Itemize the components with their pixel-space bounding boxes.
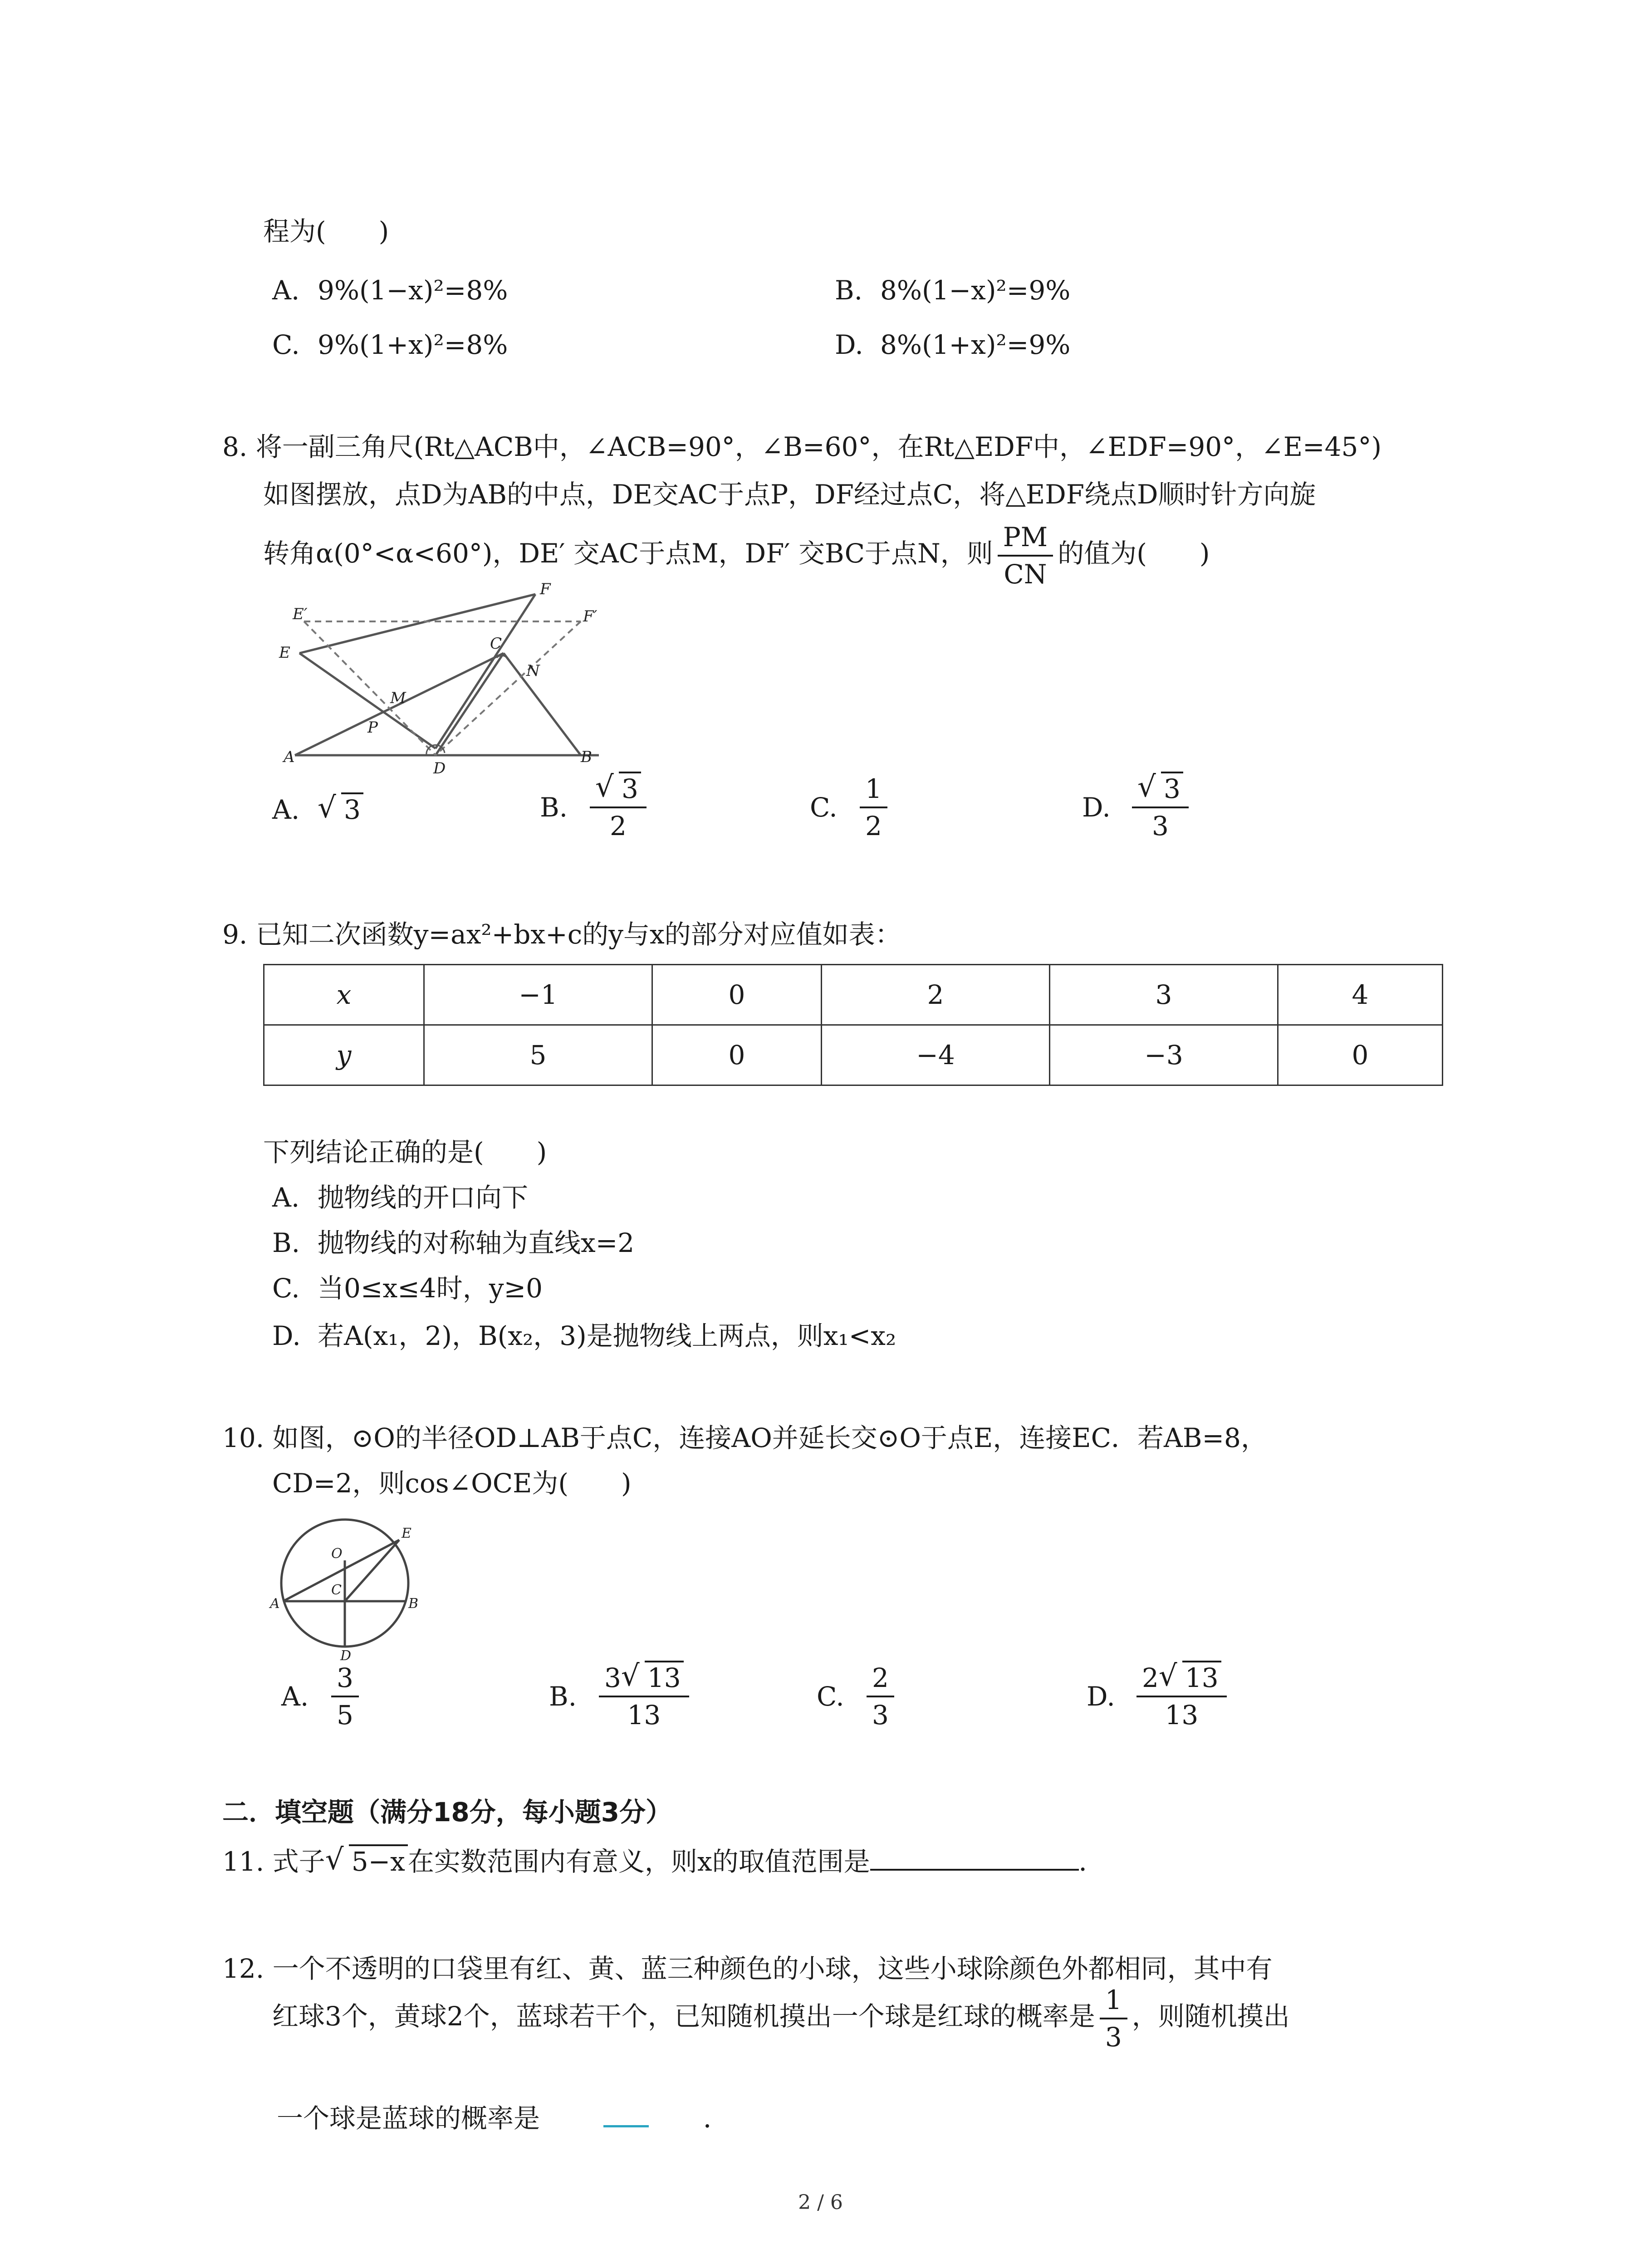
q11-pre: 11. 式子: [222, 1846, 325, 1877]
table-cell: 0: [652, 1025, 822, 1085]
q10-stem-line1: 10. 如图，⊙O的半径OD⊥AB于点C，连接AO并延长交⊙O于点E，连接EC．若AB=8，: [222, 1422, 1267, 1453]
option-label: C.: [810, 792, 838, 823]
fraction: [590, 771, 647, 844]
q8-stem-line1: 8. 将一副三角尺(Rt△ACB中，∠ACB=90°，∠B=60°，在Rt△EDF中，∠EDF=90°，∠E=45°): [222, 431, 1382, 462]
table-cell: 0: [652, 965, 822, 1025]
q9-option-a[interactable]: [272, 1179, 528, 1216]
q12-stem-line2: [272, 1982, 1290, 2055]
q11-end: ．: [1078, 1846, 1105, 1877]
fraction-denominator: 3: [872, 1700, 889, 1730]
option-text: 当0≤x≤4时，y≥0: [318, 1273, 543, 1304]
option-label: A.: [272, 794, 300, 825]
q7-option-d[interactable]: [835, 327, 1070, 363]
q11-stem: [222, 1842, 1105, 1880]
option-text: 抛物线的开口向下: [318, 1182, 529, 1213]
option-label: D.: [1082, 792, 1111, 823]
table-cell: 0: [1278, 1025, 1443, 1085]
fraction: [599, 1660, 689, 1733]
radicand: 3: [619, 772, 641, 804]
label-a: A: [270, 1596, 280, 1612]
q12-line2-pre: 红球3个，黄球2个，蓝球若干个，已知随机摸出一个球是红球的概率是: [272, 2001, 1095, 2032]
q8-stem-line2: 如图摆放，点D为AB的中点，DE交AC于点P，DF经过点C，将△EDF绕点D顺时针方向旋: [263, 479, 1316, 510]
option-label: D.: [272, 1320, 301, 1351]
q10-option-d[interactable]: [1087, 1660, 1231, 1733]
label-c: C: [490, 635, 502, 653]
q11-post: 在实数范围内有意义，则x的取值范围是: [407, 1846, 870, 1877]
q7-option-a[interactable]: [272, 272, 508, 308]
label-c: C: [331, 1582, 342, 1598]
radicand: 13: [1182, 1661, 1221, 1693]
q8-triangle-figure: [254, 576, 599, 776]
option-label: B.: [549, 1681, 577, 1712]
fraction-denominator: CN: [1004, 559, 1047, 590]
q12-end: ．: [703, 2103, 730, 2134]
q9-option-c[interactable]: [272, 1270, 543, 1306]
option-label: C.: [272, 329, 300, 360]
option-text: 9%(1−x)²=8%: [318, 275, 508, 306]
fraction: [331, 1660, 359, 1733]
q12-line3: 一个球是蓝球的概率是: [277, 2103, 540, 2134]
table-cell: −4: [822, 1025, 1050, 1085]
label-m: M: [390, 689, 406, 707]
option-text: 抛物线的对称轴为直线x=2: [318, 1227, 635, 1258]
section-title: 二．填空题（满分18分，每小题3分）: [222, 1797, 672, 1828]
sqrt-expression: [595, 771, 641, 807]
sqrt-expression: [318, 792, 363, 828]
coefficient: 2: [1142, 1662, 1159, 1693]
fraction-numerator: PM: [998, 519, 1053, 557]
option-label: B.: [272, 1227, 300, 1258]
fraction-denominator: 2: [610, 811, 627, 841]
answer-blank[interactable]: [870, 1842, 1079, 1871]
q8-option-b[interactable]: [540, 771, 651, 844]
table-cell: y: [264, 1025, 424, 1085]
q10-option-b[interactable]: [549, 1660, 694, 1733]
q8-line3-pre: 转角α(0°<α<60°)，DE′ 交AC于点M，DF′ 交BC于点N，则: [263, 538, 993, 569]
fraction-denominator: 3: [1105, 2022, 1122, 2053]
q10-option-a[interactable]: [281, 1660, 363, 1733]
q7-option-b[interactable]: [835, 272, 1070, 308]
q9-value-table: [263, 964, 1443, 1086]
fraction-denominator: 13: [627, 1700, 661, 1730]
table-cell: −1: [424, 965, 652, 1025]
sqrt-expression: [621, 1660, 684, 1696]
fraction: [860, 771, 887, 844]
fraction: [867, 1660, 894, 1733]
label-e: E: [402, 1525, 411, 1541]
option-label: C.: [817, 1681, 844, 1712]
radicand: 3: [1161, 772, 1183, 804]
answer-blank[interactable]: [603, 2111, 649, 2127]
q12-fraction: [1100, 1982, 1127, 2055]
table-cell: −3: [1050, 1025, 1278, 1085]
fraction-numerator: 1: [860, 771, 887, 808]
label-p: P: [367, 719, 378, 737]
label-e-prime: E′: [293, 605, 308, 623]
fraction-denominator: 3: [1152, 811, 1169, 841]
q12-stem-line1: 12. 一个不透明的口袋里有红、黄、蓝三种颜色的小球，这些小球除颜色外都相同，其中有: [222, 1953, 1273, 1984]
table-cell: 5: [424, 1025, 652, 1085]
fraction-numerator: 1: [1100, 1982, 1127, 2019]
fraction-denominator: 2: [865, 811, 882, 841]
radicand: 5−x: [349, 1844, 408, 1877]
q10-option-c[interactable]: [817, 1660, 899, 1733]
fraction-denominator: 5: [337, 1700, 353, 1730]
q10-stem-line2: CD=2，则cos∠OCE为( ): [272, 1468, 632, 1499]
q8-line3-post: 的值为( ): [1058, 538, 1210, 569]
option-text: 8%(1−x)²=9%: [880, 275, 1071, 306]
option-label: D.: [1087, 1681, 1115, 1712]
q12-line2-post: ，则随机摸出: [1132, 2001, 1290, 2032]
table-cell: 4: [1278, 965, 1443, 1025]
label-e: E: [279, 644, 290, 662]
coefficient: 3: [604, 1662, 621, 1693]
option-text: 8%(1+x)²=9%: [880, 329, 1071, 360]
q9-option-b[interactable]: [272, 1225, 634, 1261]
table-cell: 2: [822, 965, 1050, 1025]
label-f-prime: F′: [583, 607, 598, 626]
fraction: [1136, 1660, 1227, 1733]
label-a: A: [284, 748, 295, 766]
option-label: C.: [272, 1273, 300, 1304]
page-number: 2 / 6: [798, 2191, 843, 2214]
label-d: D: [340, 1648, 352, 1660]
q7-stem-tail: 程为( ): [263, 216, 389, 247]
label-n: N: [526, 662, 540, 680]
q10-circle-figure: [268, 1510, 431, 1660]
sqrt-expression: [325, 1843, 408, 1880]
label-b: B: [408, 1596, 419, 1612]
q9-prompt: 下列结论正确的是( ): [263, 1137, 547, 1168]
fraction-numerator: 3: [331, 1660, 359, 1697]
sqrt-expression: [1137, 771, 1183, 807]
label-b: B: [581, 748, 592, 766]
fraction-numerator: 2: [867, 1660, 894, 1697]
q8-option-d[interactable]: [1082, 771, 1193, 844]
option-label: B.: [540, 792, 568, 823]
q9-stem: 9. 已知二次函数y=ax²+bx+c的y与x的部分对应值如表：: [222, 919, 901, 950]
option-label: A.: [281, 1681, 309, 1712]
label-f: F: [540, 580, 551, 598]
table-row: [264, 965, 1443, 1025]
label-o: O: [331, 1546, 343, 1562]
table-cell: 3: [1050, 965, 1278, 1025]
option-text: 9%(1+x)²=8%: [318, 329, 508, 360]
table-cell: x: [264, 965, 424, 1025]
q12-stem-line3: [277, 2100, 730, 2136]
option-label: A.: [272, 1182, 300, 1213]
q9-option-d[interactable]: [272, 1318, 896, 1354]
option-label: D.: [835, 329, 863, 360]
option-text: 若A(x₁，2)，B(x₂，3)是抛物线上两点，则x₁<x₂: [318, 1320, 896, 1351]
q7-option-c[interactable]: [272, 327, 508, 363]
radicand: 3: [341, 792, 363, 825]
q8-option-a[interactable]: [272, 792, 363, 828]
label-d: D: [433, 759, 446, 776]
q8-option-c[interactable]: [810, 771, 892, 844]
fraction-denominator: 13: [1165, 1700, 1199, 1730]
sqrt-expression: [1159, 1660, 1221, 1696]
option-label: B.: [835, 275, 863, 306]
radicand: 13: [645, 1661, 684, 1693]
option-label: A.: [272, 275, 300, 306]
table-row: [264, 1025, 1443, 1085]
q8-fraction-pm-cn: [998, 519, 1053, 592]
fraction: [1132, 771, 1189, 844]
